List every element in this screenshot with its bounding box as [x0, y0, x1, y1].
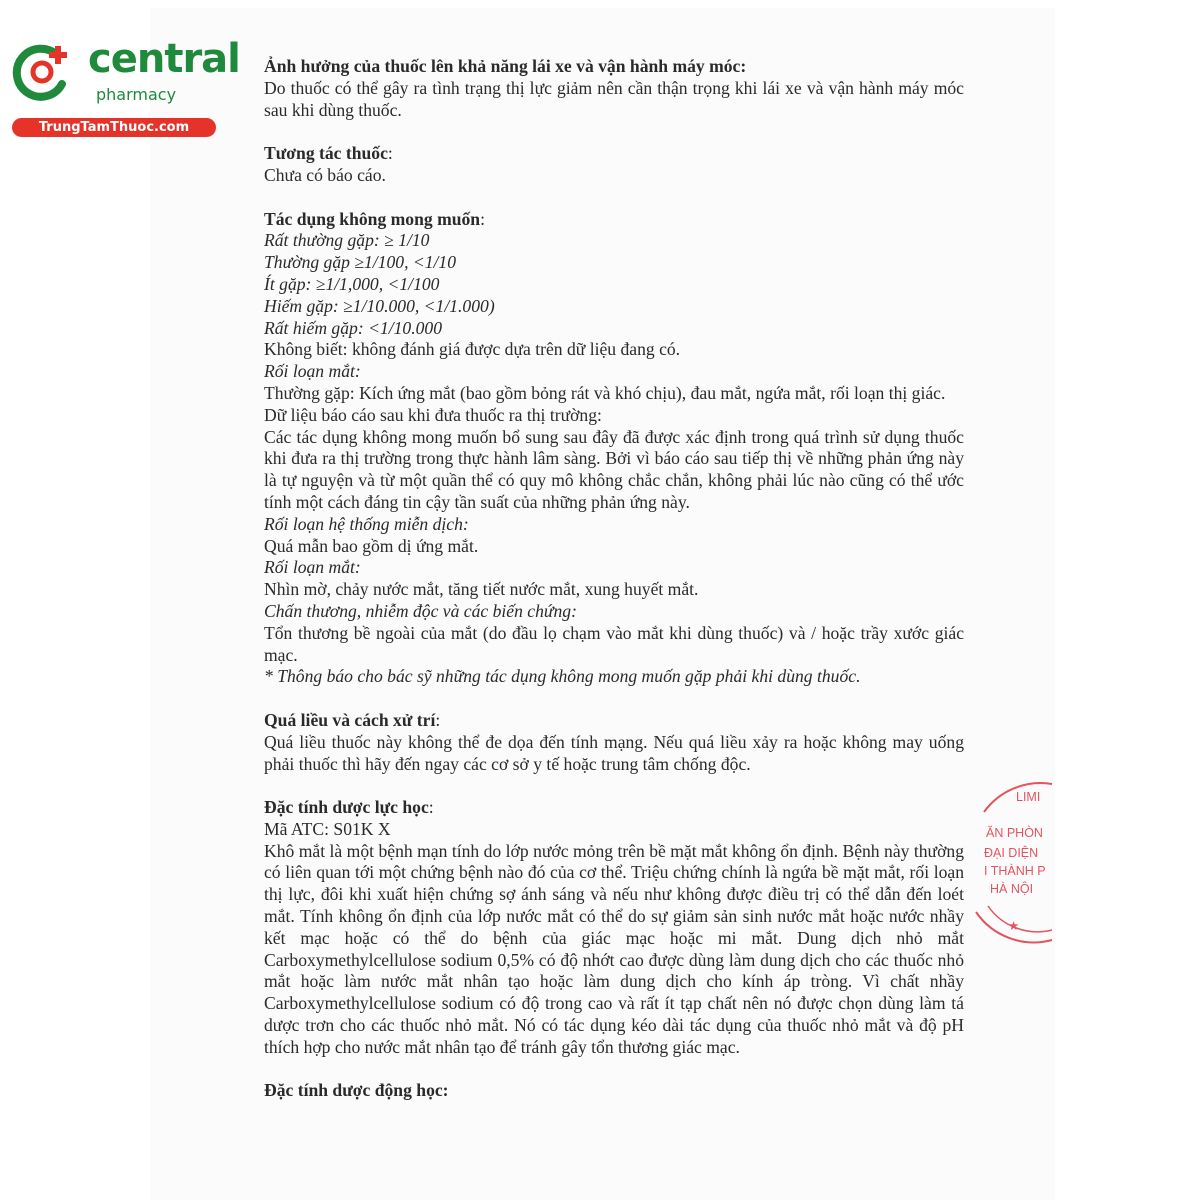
stamp-line-2: ĂN PHÒN: [986, 826, 1043, 840]
freq-unknown: Không biết: không đánh giá được dựa trên dữ liệu đang có.: [264, 339, 681, 360]
eye-disorders-body-2: Nhìn mờ, chảy nước mắt, tăng tiết nước mắt, xung huyết mắt.: [264, 579, 699, 600]
freq-common: Thường gặp ≥1/100, <1/10: [264, 252, 457, 273]
s1-title: Ảnh hưởng của thuốc lên khả năng lái xe và vận hành máy móc:: [264, 56, 747, 76]
s5-title: Đặc tính dược lực học: [264, 797, 429, 818]
s1-body: Do thuốc có thể gây ra tình trạng thị lực giảm nên cần thận trọng khi lái xe và vận hành máy móc sau khi dùng thuốc.: [264, 77, 964, 120]
document-body: [264, 56, 964, 1102]
s4-title-line: Quá liều và cách xử trí:: [264, 709, 441, 730]
stamp-star-icon: ★: [1008, 919, 1020, 933]
s3-title-line: Tác dụng không mong muốn:: [264, 208, 485, 229]
freq-very-common: Rất thường gặp: ≥ 1/10: [264, 230, 430, 251]
brand-sub: pharmacy: [96, 85, 177, 104]
freq-uncommon: Ít gặp: ≥1/1,000, <1/100: [264, 273, 440, 294]
s5-title-line: Đặc tính dược lực học:: [264, 797, 434, 818]
s5-body: Khô mắt là một bệnh mạn tính do lớp nước mỏng trên bề mặt mắt không ổn định. Bệnh này thường có liên quan tới một chứng bệnh nào đó của cơ thể. Triệu chứng chính là ngứa bề mặt mắt, rối loạn thị lực, đôi khi xuất hiện chứng sợ ánh sáng và nếu như không được điều trị có thể dẫn đến loét mắt. Tính không ổn định của lớp nước mắt có thể do sự giảm sản sinh nước mắt hoặc nước nhầy kết mạc hoặc có thể do bệnh của giác mạc hoặc mi mắt. Dung dịch nhỏ mắt Carboxymethylcellulose sodium 0,5% có độ nhớt cao được dùng làm dung dịch cho các thuốc nhỏ mắt hoặc làm nước mắt nhân tạo hoặc làm dung dịch cho kính áp tròng. Vì chất nhầy Carboxymethylcellulose sodium có độ trong cao và rất ít tạp chất nên nó được chọn dùng làm tá dược trơn cho các thuốc nhỏ mắt. Nó có tác dụng kéo dài tác dụng của thuốc nhỏ mắt và độ pH thích hợp cho nước mắt nhân tạo để tránh gây tổn thương giác mạc.: [264, 840, 964, 1057]
post-marketing-body: Các tác dụng không mong muốn bổ sung sau đây đã được xác định trong quá trình sử dụng thuốc khi đưa ra thị trường trong thực hành lâm sàng. Bởi vì báo cáo sau tiếp thị về những phản ứng này là tự nguyện và từ một quần thể có quy mô không chắc chắn, không phải lúc nào cũng có thể ước tính một cách đáng tin cậy tần suất của những phản ứng này.: [264, 426, 964, 512]
s6-title: Đặc tính dược động học:: [264, 1080, 449, 1101]
stamp-line-4: I THÀNH P: [984, 864, 1046, 878]
brand-name: central: [88, 36, 240, 82]
eye-disorders-body-1: Thường gặp: Kích ứng mắt (bao gồm bỏng rát và khó chịu), đau mắt, ngứa mắt, rối loạn thị giác.: [264, 382, 946, 403]
s2-title: Tương tác thuốc: [264, 143, 388, 164]
brand-site: TrungTamThuoc.com: [12, 118, 216, 137]
pharmacy-cross-icon: [12, 42, 72, 102]
stamp-line-5: HÀ NỘI: [990, 882, 1034, 896]
freq-very-rare: Rất hiếm gặp: <1/10.000: [264, 317, 443, 338]
stamp-line-1: LIMI: [1016, 790, 1041, 804]
injury-heading: Chấn thương, nhiễm độc và các biến chứng:: [264, 600, 577, 621]
immune-heading: Rối loạn hệ thống miễn dịch:: [264, 513, 469, 534]
eye-disorders-heading-1: Rối loạn mắt:: [264, 361, 361, 382]
red-stamp: [972, 778, 1062, 948]
central-pharmacy-logo: [8, 36, 240, 138]
s2-body: Chưa có báo cáo.: [264, 164, 386, 185]
adverse-note: * Thông báo cho bác sỹ những tác dụng không mong muốn gặp phải khi dùng thuốc.: [264, 666, 861, 687]
freq-rare: Hiếm gặp: ≥1/10.000, <1/1.000): [264, 295, 495, 316]
immune-body: Quá mẫn bao gồm dị ứng mắt.: [264, 535, 479, 556]
post-marketing-heading: Dữ liệu báo cáo sau khi đưa thuốc ra thị trường:: [264, 404, 602, 425]
s2-title-line: Tương tác thuốc:: [264, 143, 393, 164]
stamp-line-3: ĐẠI DIỆN: [984, 846, 1039, 860]
s3-title: Tác dụng không mong muốn: [264, 208, 481, 229]
atc-code: Mã ATC: S01K X: [264, 818, 391, 839]
s4-body: Quá liều thuốc này không thể đe dọa đến tính mạng. Nếu quá liều xảy ra hoặc không may uống phải thuốc thì hãy đến ngay các cơ sở y tế hoặc trung tâm chống độc.: [264, 731, 964, 774]
injury-body: Tổn thương bề ngoài của mắt (do đầu lọ chạm vào mắt khi dùng thuốc) và / hoặc trầy xước giác mạc.: [264, 622, 964, 665]
eye-disorders-heading-2: Rối loạn mắt:: [264, 557, 361, 578]
s4-title: Quá liều và cách xử trí: [264, 709, 436, 730]
